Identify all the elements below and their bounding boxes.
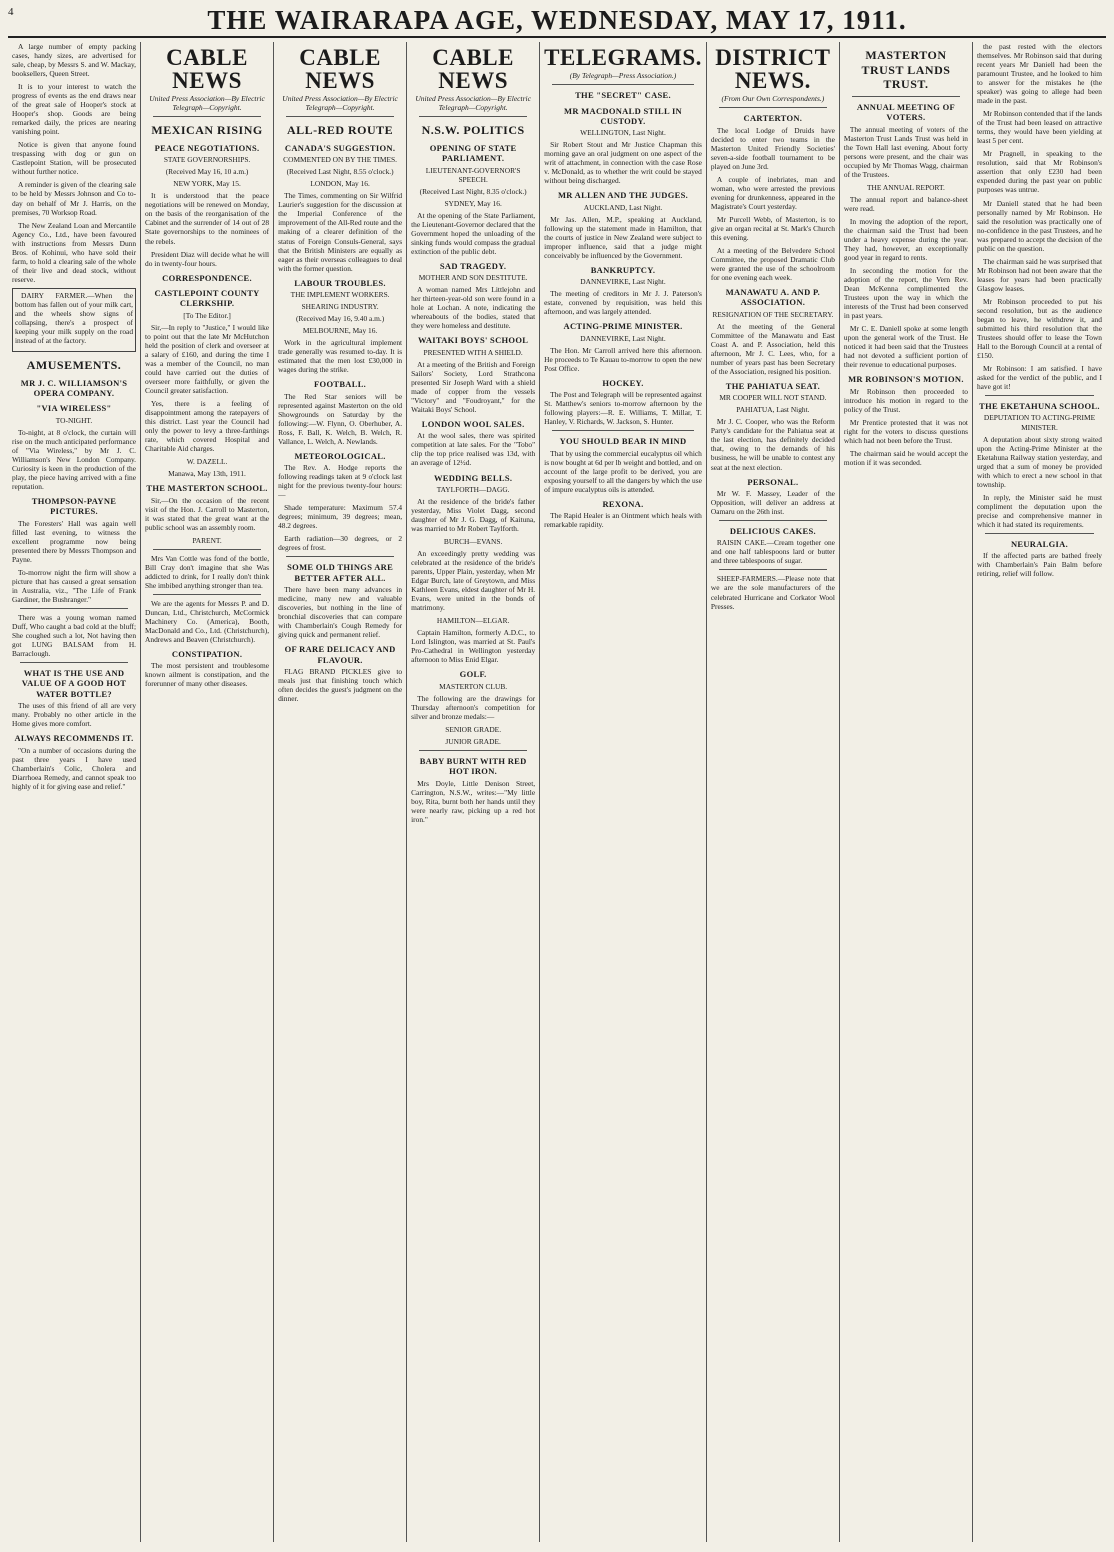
subheading: MR MACDONALD STILL IN CUSTODY. <box>564 105 682 126</box>
divider <box>286 556 394 557</box>
divider <box>719 520 827 521</box>
paragraph: Captain Hamilton, formerly A.D.C., to Lord Islington, was married at St. Paul's Pro-Cathedral in Wellington yesterday afternoon to Miss Enid Elgar. <box>411 628 536 665</box>
paragraph: Sir,—In reply to "Justice," I would like to point out that the late Mr McHutchon held the position of clerk and overseer at a salary of £160, and during the time I was a member of the Council, no man could have carried out the duties of overseer more faithfully, or given the Council greater satisfaction. <box>145 322 270 395</box>
divider <box>552 430 694 431</box>
subheading: LIEUTENANT-GOVERNOR'S SPEECH. <box>425 165 521 184</box>
paragraph: The Rev. A. Hodge reports the following readings taken at 9 o'clock last night for the previous twenty-four hours:— <box>278 463 403 500</box>
paragraph: The most persistent and troublesome known ailment is constipation, and the forerunner of many other diseases. <box>145 661 270 689</box>
paragraph: An exceedingly pretty wedding was celebrated at the residence of the bride's parents, Upper Plain, yesterday, when Mr Edgar Burch, late of Greytown, and Miss Kathleen Evans, eldest daughter of Mr H. Evans, were united in the bonds of matrimony. <box>411 549 536 613</box>
subheading: RESIGNATION OF THE SECRETARY. <box>712 309 834 319</box>
paragraph: Sir,—On the occasion of the recent visit of the Hon. J. Carroll to Masterton, it was stated that the great want at the public school was an assembly room. <box>145 495 270 532</box>
subheading: ANNUAL MEETING OF VOTERS. <box>856 101 955 123</box>
subheading: CORRESPONDENCE. <box>162 272 252 283</box>
subheading: MANAWATU A. AND P. ASSOCIATION. <box>725 287 821 308</box>
signoff-place: Manawa, May 13th, 1911. <box>168 469 246 479</box>
paragraph: Mr Robinson contended that if the lands of the Trust had been leased on attractive terms, they would have been yielding at least 5 per cent. <box>976 109 1103 146</box>
paragraph: In reply, the Minister said he must compliment the deputation upon the precise and comprehensive manner in which it had stated its requirements. <box>976 492 1102 529</box>
subheading: DELICIOUS CAKES. <box>729 526 816 536</box>
divider <box>153 549 261 550</box>
dateline: AUCKLAND, Last Night. <box>583 202 663 212</box>
subheading: CARTERTON. <box>743 113 803 124</box>
paragraph: To-night, at 8 o'clock, the curtain will rise on the much anticipated performance of "Via Wireless," by Mr J. C. Williamson's New London Company. Curiosity is keen in the production of the play, the piece having arrived with a fine reputation. <box>12 427 137 491</box>
paragraph: RAISIN CAKE.—Cream together one and one half tablespoons lard or butter and three tablespoons of sugar. <box>710 538 835 566</box>
byline: (From Our Own Correspondents.) <box>721 94 825 103</box>
paragraph: Yes, there is a feeling of disappointment among the ratepayers of this district. Last year the Council had only the power to levy a three-farthings rate, which covered Hospital and Charitable Aid charges. <box>145 398 270 454</box>
section-heading: MASTERTON TRUST LANDS TRUST. <box>861 48 951 92</box>
paragraph: The meeting of creditors in Mr J. J. Paterson's estate, convened by requisition, was held this afternoon, and was largely attended. <box>544 289 702 317</box>
subheading: WAITAKI BOYS' SCHOOL <box>418 335 529 346</box>
paragraph: Mr Purcell Webb, of Masterton, is to give an organ recital at St. Mark's Church this evening. <box>710 214 835 242</box>
paragraph: At a meeting of the British and Foreign Sailors' Society, Lord Strathcona presented Sir Joseph Ward with a shield made of copper from the vessels "Victory" and "Foudroyant," for the Waitaki Boys' School. <box>411 359 536 414</box>
paragraph: Mrs Van Cottle was fond of the bottle, Bill Cray don't imagine that she Was addicted to drink, for I really don't think She imbibed anything stronger than tea. <box>145 553 270 590</box>
divider <box>985 533 1094 534</box>
paragraph: The chairman said he would accept the motion if it was seconded. <box>843 448 968 467</box>
divider <box>719 107 827 108</box>
dateline: PAHIATUA, Last Night. <box>736 405 810 415</box>
subheading: THE EKETAHUNA SCHOOL. <box>979 401 1100 412</box>
subheading: THE MASTERTON SCHOOL. <box>146 483 268 494</box>
paragraph: The annual meeting of voters of the Masterton Trust Lands Trust was held in the Town Hall last evening. About forty persons were present, and the chair was occupied by Mr Thomas Wagg, chairman of the Trustees. <box>843 124 968 179</box>
paragraph: A couple of inebriates, man and woman, who were arrested the previous evening for drunkenness, appeared in the Magistrate's Court yesterday. <box>710 174 835 211</box>
subheading: ALWAYS RECOMMENDS IT. <box>14 733 134 744</box>
subheading: FOOTBALL. <box>314 379 367 390</box>
paragraph: At a meeting of the Belvedere School Committee, the proposed Dramatic Club were granted the use of the schoolroom for one evening each week. <box>710 245 835 282</box>
subheading: MASTERTON CLUB. <box>439 681 508 691</box>
column-6 <box>707 42 840 1542</box>
paragraph: If the affected parts are bathed freely with Chamberlain's Pain Balm before retiring, relief will follow. <box>976 551 1102 579</box>
column-2 <box>141 42 274 1542</box>
paragraph: That by using the commercial eucalyptus oil which is now bought at 6d per lb weight and bottled, and on account of the large profit to be derived, you are exposing yourself to all the dangers by which the use of impure eucalyptus oils is attended. <box>544 448 702 494</box>
paragraph: The Foresters' Hall was again well filled last evening, to witness the excellent programme now being presented there by Messrs Thompson and Payne. <box>12 518 137 564</box>
paragraph: Mr Daniell stated that he had been personally named by Mr Robinson. He said the resolution was practically one of no-confidence in the past Trustees, and he was prepared to accept the decision of the public on the question. <box>976 198 1102 253</box>
paragraph: SHEEP-FARMERS.—Please note that we are the sole manufacturers of the celebrated Hurricane and Corkator Wool Presses. <box>710 574 835 611</box>
column-5 <box>540 42 707 1542</box>
subheading: SENIOR GRADE. <box>445 724 502 734</box>
paragraph: At the wool sales, there was spirited competition at late sales. For the "Tobo" clip the top price realised was 13d, with an average of 12½d. <box>411 431 536 468</box>
paragraph: Sir Robert Stout and Mr Justice Chapman this morning gave an oral judgment on one aspect of the writ of attachment, in connection with the case Rose v. McDonald, as to whether the writ could be stayed without being discharged. <box>544 140 702 186</box>
paragraph: Mr Pragnell, in speaking to the resolution, said that Mr Robinson's assertion that only £230 had been expended during the past year on public purposes was untrue. <box>976 149 1102 195</box>
paragraph: A woman named Mrs Littlejohn and her thirteen-year-old son were found in a hole at Lochan. A note, indicating the whereabouts of the bodies, stated that they were homeless and destitute. <box>411 285 536 331</box>
page-number: 4 <box>8 6 14 18</box>
paragraph: In seconding the motion for the adoption of the report, the Vern Rev. Dean McKenna complimented the Trustees upon the way in which the interests of the Trust had been conserved in past years. <box>843 266 968 321</box>
dateline: WELLINGTON, Last Night. <box>580 128 666 138</box>
column-4 <box>407 42 540 1542</box>
column-heading: DISTRICT NEWS. <box>715 45 831 93</box>
paragraph: The Red Star seniors will be represented against Masterton on the old Showgrounds on Saturday by the following:—W. Flynn, O. Oberhuber, A. Ross, F. Ball, K. Welch, B. Welch, R. Vallance, L. Welch, A. Newlands. <box>278 391 403 446</box>
paragraph: FLAG BRAND PICKLES give to meals just that finishing touch which often decides the guest's judgment on the dinner. <box>278 667 403 704</box>
paragraph: At the residence of the bride's father yesterday, Miss Violet Dagg, second daughter of Mr J. G. Dagg, of Kaituna, was married to Mr Robert Taylforth. <box>411 496 536 533</box>
paragraph: Earth radiation—30 degrees, or 2 degrees of frost. <box>278 534 403 553</box>
subheading: SOME OLD THINGS ARE BETTER AFTER ALL. <box>287 562 394 583</box>
column-heading: TELEGRAMS. <box>544 45 702 70</box>
newspaper-page <box>8 4 1106 1544</box>
subheading: MR COOPER WILL NOT STAND. <box>719 393 827 403</box>
subheading: BURCH—EVANS. <box>443 537 503 547</box>
subheading: PERSONAL. <box>747 476 799 487</box>
section-heading: ALL-RED ROUTE <box>286 123 394 138</box>
paragraph: Mr Robinson proceeded to put his second resolution, but as the audience began to leave, he withdrew it, and submitted his third resolution that the Trustees should offer to lease the Town Hall to the Borough Council at a rental of £150. <box>976 296 1102 360</box>
subheading: SHEARING INDUSTRY. <box>301 302 379 312</box>
dateline: LONDON, May 16. <box>310 179 370 189</box>
paragraph: It is to your interest to watch the progress of events as the end draws near of the great sale of Hooper's stock at Hooper's shop. Goods are being remarked daily, the prices are nearing vanishing point. <box>12 82 137 137</box>
subheading: OF RARE DELICACY AND FLAVOUR. <box>284 644 396 665</box>
subheading: DEPUTATION TO ACTING-PRIME MINISTER. <box>983 413 1096 432</box>
subheading: THOMPSON-PAYNE PICTURES. <box>31 495 117 517</box>
paragraph: Mr W. F. Massey, Leader of the Opposition, will deliver an address at Oamaru on the 26th inst. <box>710 488 835 516</box>
divider <box>419 750 527 751</box>
paragraph: The Post and Telegraph will be represented against St. Matthew's seniors to-morrow afternoon by the following players:—R. E. Williams, T. Millar, T. Hanley, V. Richards, W. Jackson, S. Hunter. <box>544 390 702 427</box>
divider <box>552 84 694 85</box>
received-note: (Received Last Night, 8.55 o'clock.) <box>286 167 394 177</box>
subheading: REXONA. <box>602 498 644 509</box>
paragraph: A reminder is given of the clearing sale to be held by Messrs Johnson and Co to-day on behalf of Mr J. Harris, on the premises, 70 Worksop Road. <box>12 180 137 217</box>
paragraph: The Times, commenting on Sir Wilfrid Laurier's suggestion for the discussion at the Imperial Conference of the improvement of the All-Red route and the making of a clearer definition of the status of Foreign Consuls-General, says that the British Ministers are equally as eager as their overseas colleagues to deal with the former question. <box>278 191 403 273</box>
column-heading: CABLE NEWS <box>432 45 514 93</box>
subheading: BABY BURNT WITH RED HOT IRON. <box>419 755 527 777</box>
divider <box>719 569 827 570</box>
subheading: METEOROLOGICAL. <box>294 450 386 461</box>
paragraph: The local Lodge of Druids have decided to enter two teams in the Masterton United Friendly Societies' seven-a-side football tournament to be played on June 3rd. <box>710 125 835 171</box>
byline: (By Telegraph—Press Association.) <box>569 71 677 80</box>
dateline: MELBOURNE, May 16. <box>302 326 378 336</box>
subheading: THE ANNUAL REPORT. <box>867 182 945 192</box>
paragraph: A large number of empty packing cases, handy sizes, are advertised for sale, cheap, by Messrs S. and W. Mackay, booksellers, Queen Street. <box>12 42 137 79</box>
subheading: STATE GOVERNORSHIPS. <box>163 155 251 165</box>
subheading: TO-NIGHT. <box>55 415 93 425</box>
paragraph: It is understood that the peace negotiations will be renewed on Monday, on the basis of the reorganisation of the Cabinet and the surrender of 14 out of 28 State governorships to the nominees of the rebels. <box>145 191 270 246</box>
subheading: HAMILTON—ELGAR. <box>436 616 510 626</box>
dateline: SYDNEY, May 16. <box>444 198 502 208</box>
received-note: (Received May 16, 9.40 a.m.) <box>295 314 385 324</box>
paragraph: Mr C. E. Daniell spoke at some length upon the general work of the Trust. He noticed it had been said that the Trustees had not devoted a sufficient portion of their revenue to educational purposes. <box>843 324 968 370</box>
subheading: MOTHER AND SON DESTITUTE. <box>418 273 528 283</box>
dateline: DANNEVIRKE, Last Night. <box>580 333 666 343</box>
subheading: THE IMPLEMENT WORKERS. <box>290 290 390 299</box>
dateline: DANNEVIRKE, Last Night. <box>580 277 666 287</box>
columns <box>8 42 1106 1542</box>
paragraph: At the opening of the State Parliament, the Lieutenant-Governor declared that the Government hoped the unloading of the sinking funds would compass the gradual extinction of the public debt. <box>411 210 536 256</box>
column-heading: CABLE NEWS <box>299 45 381 93</box>
paragraph: There have been many advances in medicine, many new and valuable discoveries, but nothing in the line of bronchial discoveries that can compare with Chamberlain's Cough Remedy for giving quick and permanent relief. <box>278 585 403 640</box>
subheading: LABOUR TROUBLES. <box>294 277 386 288</box>
subheading: THE PAHIATUA SEAT. <box>725 380 821 391</box>
subheading: OPENING OF STATE PARLIAMENT. <box>429 142 517 164</box>
paragraph: To-morrow night the firm will show a picture that has caused a great sensation in Australia, viz., "The Life of Frank Gardiner, the Bushranger." <box>12 567 137 604</box>
subheading: CANADA'S SUGGESTION. <box>284 142 396 153</box>
paragraph: Work in the agricultural implement trade generally was resumed to-day. It is estimated that the men lost £30,000 in wages during the strike. <box>278 338 403 375</box>
subheading: MR ROBINSON'S MOTION. <box>848 374 964 385</box>
subheading: LONDON WOOL SALES. <box>421 419 525 430</box>
paragraph: Mr Prentice protested that it was not right for the voters to discuss questions which had not been before the Trust. <box>843 417 968 445</box>
newspaper-title: THE WAIRARAPA AGE, WEDNESDAY, MAY 17, 1911. <box>207 5 907 35</box>
received-note: (Received Last Night, 8.35 o'clock.) <box>419 186 527 196</box>
subheading: YOU SHOULD BEAR IN MIND <box>559 436 687 447</box>
column-7 <box>840 42 973 1542</box>
paragraph: Mr Robinson then proceeded to introduce his motion in regard to the policy of the Trust. <box>843 386 968 414</box>
paragraph: Shade temperature: Maximum 57.4 degrees; minimum, 39 degrees; mean, 48.2 degrees. <box>278 503 403 531</box>
subheading: "VIA WIRELESS" <box>36 403 112 414</box>
signoff: W. DAZELL. <box>186 457 228 467</box>
paragraph: At the meeting of the General Committee of the Manawatu and East Coast A. and P. Association, held this afternoon, Mr J. C. Lees, who, for a number of years past has been Secretary of the Association, resigned his position. <box>710 321 835 376</box>
column-3 <box>274 42 407 1542</box>
subheading: BANKRUPTCY. <box>590 264 656 275</box>
byline: United Press Association—By Electric Telegraph—Copyright. <box>149 94 265 113</box>
subheading: WEDDING BELLS. <box>433 472 513 483</box>
paragraph: Notice is given that anyone found trespassing with dog or gun on Castlepoint Station, will be prosecuted without further notice. <box>12 140 137 177</box>
divider <box>20 662 128 663</box>
paragraph: The following are the drawings for Thursday afternoon's competition for silver and bronze medals:— <box>411 693 536 721</box>
section-heading: N.S.W. POLITICS <box>421 123 525 138</box>
subheading: ACTING-PRIME MINISTER. <box>563 321 683 332</box>
section-heading: MEXICAN RISING <box>151 123 263 138</box>
paragraph: The Rapid Healer is an Ointment which heals with remarkable rapidity. <box>544 511 702 530</box>
paragraph: The annual report and balance-sheet were read. <box>843 194 968 213</box>
subheading: WHAT IS THE USE AND VALUE OF A GOOD HOT WATER BOTTLE? <box>21 668 127 699</box>
received-note: (Received May 16, 10 a.m.) <box>165 167 249 177</box>
subheading: MR ALLEN AND THE JUDGES. <box>557 190 689 201</box>
subheading: GOLF. <box>459 669 487 680</box>
paragraph: There was a young woman named Duff, Who caught a bad cold at the bluff; She coughed such a lot, Not having then got LUNG BALSAM from H. Barraclough. <box>12 612 137 659</box>
subheading: THE "SECRET" CASE. <box>575 90 671 101</box>
subheading: COMMENTED ON BY THE TIMES. <box>283 155 397 165</box>
byline: United Press Association—By Electric Telegraph—Copyright. <box>282 94 398 113</box>
paragraph: President Diaz will decide what he will do in twenty-four hours. <box>145 249 270 268</box>
divider <box>153 116 261 117</box>
paragraph: DAIRY FARMER.—When the bottom has fallen out of your milk cart, and the wheels show signs of collapsing, there's a prospect of keeping your milk supply on the road instead of at the factory. <box>15 290 134 345</box>
paragraph: Mrs Doyle, Little Denison Street, Carrington, N.S.W., writes:—"My little boy, Rita, burnt both her hands until they were nearly raw, picking up a red hot iron." <box>411 778 536 824</box>
column-8 <box>973 42 1106 1542</box>
section-heading: AMUSEMENTS. <box>26 357 122 372</box>
column-heading: CABLE NEWS <box>166 45 248 93</box>
paragraph: The chairman said he was surprised that Mr Robinson had not been aware that the leases for years had been practically Glasgow leases. <box>976 256 1102 293</box>
paragraph: "On a number of occasions during the past three years I have used Chamberlain's Colic, Cholera and Diarrhoea Remedy, and cannot speak too highly of it for giving ease and relief." <box>12 745 137 791</box>
subheading: JUNIOR GRADE. <box>445 736 501 746</box>
paragraph: The Hon. Mr Carroll arrived here this afternoon. He proceeds to Te Kauau to-morrow to open the new Post Office. <box>544 345 702 373</box>
paragraph: We are the agents for Messrs P. and D. Duncan, Ltd., Christchurch, McCormick Machinery Co. (America), Booth, MacDonald and Co., Ltd. (Christchurch), Andrews and Beaven (Christchurch). <box>145 598 270 644</box>
signoff: PARENT. <box>192 535 222 545</box>
subheading: SAD TRAGEDY. <box>439 260 507 271</box>
divider <box>20 608 128 609</box>
divider <box>852 96 960 97</box>
paragraph: Mr Robinson: I am satisfied. I have asked for the verdict of the public, and I have got it! <box>976 364 1102 392</box>
paragraph: A deputation about sixty strong waited upon the Acting-Prime Minister at the Eketahuna Railway station yesterday, and urged that a sum of money be provided with which to erect a new school in that township. <box>976 434 1102 489</box>
to-editor: [To The Editor.] <box>183 310 231 320</box>
subheading: MR J. C. WILLIAMSON'S OPERA COMPANY. <box>20 377 128 398</box>
paragraph: Mr Jas. Allen, M.P., speaking at Auckland, following up the statement made in Hamilton, that the courts of justice in New Zealand were subject to improper influence, said that a judge might conceivably be influenced by the Government. <box>544 214 702 260</box>
masthead <box>8 4 1106 38</box>
divider <box>153 594 261 595</box>
divider <box>985 395 1094 396</box>
subheading: PEACE NEGOTIATIONS. <box>154 142 260 153</box>
paragraph: The uses of this friend of all are very many. Probably no other article in the Home gives more comfort. <box>12 701 137 729</box>
paragraph: The New Zealand Loan and Mercantile Agency Co., Ltd., have been favoured with instructions from Messrs Dunn Bros. of Kohinui, who have sold their farm, to hold a clearing sale of the whole of their live and dead stock, without reserve. <box>12 220 137 284</box>
subheading: PRESENTED WITH A SHIELD. <box>423 347 523 357</box>
paragraph: the past rested with the electors themselves. Mr Robinson said that during recent years Mr Daniell had been the paramount Trustee, and he looked to him to answer for the mistakes he (the speaker) was going to allege had been made in the past. <box>976 42 1102 106</box>
paragraph: In moving the adoption of the report, the chairman said the Trust had been under a heavy expense during the year. They had, however, an exceptionally good year in regard to rents. <box>843 216 968 262</box>
divider <box>286 116 394 117</box>
subheading: CONSTIPATION. <box>171 649 243 660</box>
subheading: NEURALGIA. <box>1010 538 1069 549</box>
divider <box>419 116 527 117</box>
subheading: CASTLEPOINT COUNTY CLERKSHIP. <box>154 287 260 309</box>
subheading: TAYLFORTH—DAGG. <box>436 484 510 494</box>
paragraph: Mr J. C. Cooper, who was the Reform Party's candidate for the Pahiatua seat at the last election, has definitely decided that, owing to the demands of his business, he will be unable to contest any seat at the next election. <box>710 417 835 472</box>
byline: United Press Association—By Electric Telegraph—Copyright. <box>415 94 531 113</box>
advert-box <box>12 288 136 352</box>
dateline: NEW YORK, May 15. <box>173 179 241 189</box>
subheading: HOCKEY. <box>602 377 644 388</box>
column-1 <box>8 42 141 1542</box>
